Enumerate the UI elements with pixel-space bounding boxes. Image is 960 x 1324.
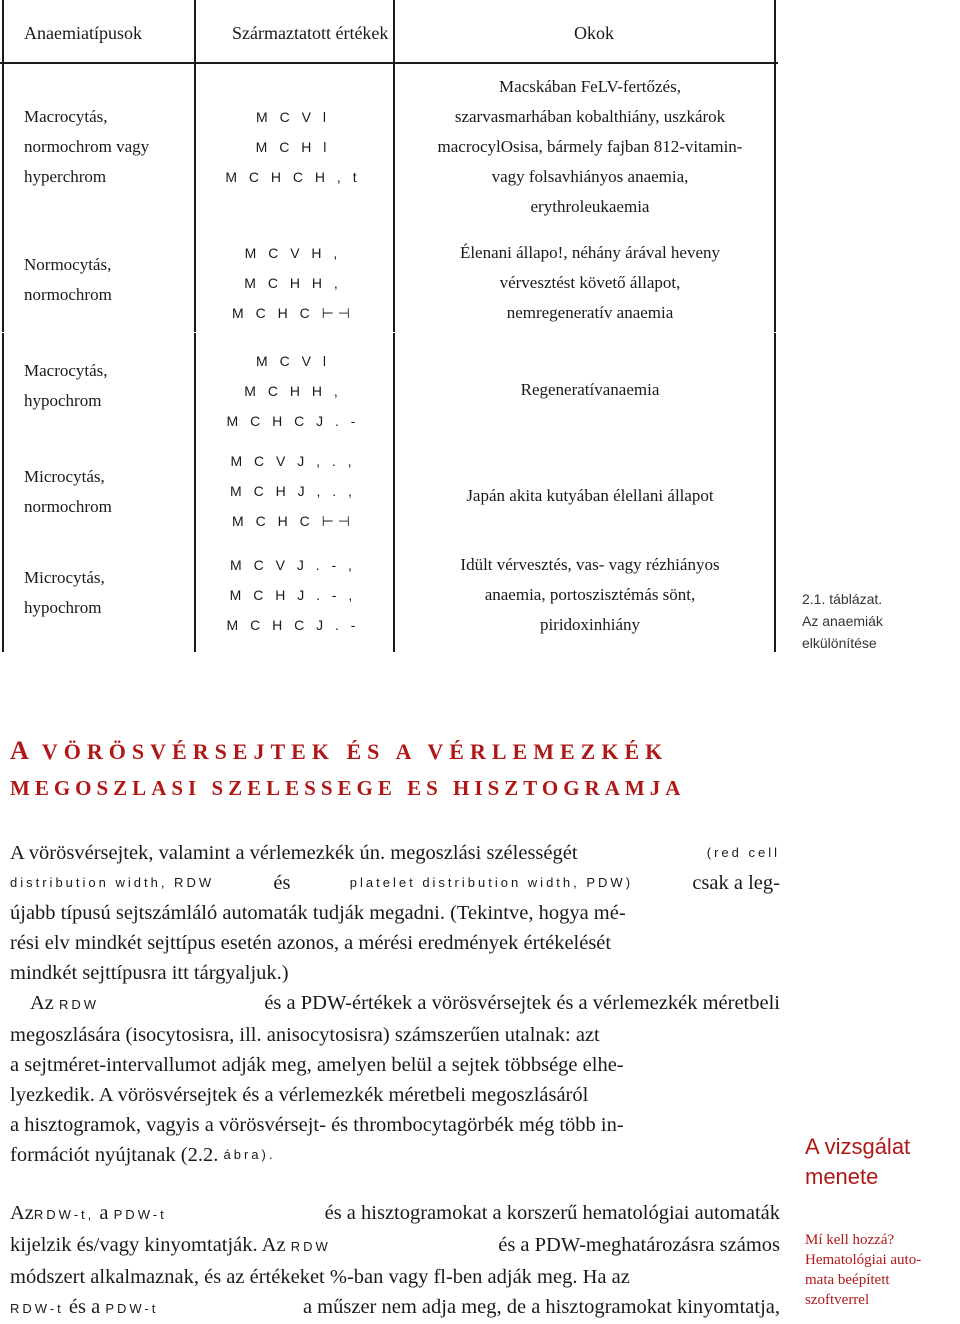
cell-text: M C V l: [256, 353, 330, 369]
row-gap: [0, 332, 778, 333]
sidebar-notes: [805, 1230, 957, 1310]
table-row-values: [218, 102, 368, 192]
heading-initial: A: [10, 736, 31, 765]
cell-text: M C H J . - ,: [229, 587, 357, 603]
text-line: módszert alkalmaznak, és az értékeket %-ban vagy fl-ben adják meg. Ha az: [10, 1266, 630, 1288]
text: RDW-t és a PDW-t: [10, 1296, 159, 1318]
cell-text: macrocylOsisa, bármely fajban 812-vitamin-: [437, 137, 743, 156]
paragraph: [10, 988, 780, 1170]
table-row-type: [24, 250, 112, 310]
cell-text: M C H C J . -: [226, 413, 360, 429]
table-caption: [802, 588, 952, 654]
sidebar-title-line: A vizsgálat: [805, 1134, 911, 1159]
cell-text: vérvesztést követő állapot,: [499, 273, 681, 292]
text-line: lyezkedik. A vörösvérsejtek és a vérlemezkék méretbeli megoszlásáról: [10, 1084, 589, 1106]
sidebar-note: szoftverrel: [805, 1292, 870, 1308]
cell-text: vagy folsavhiányos anaemia,: [491, 167, 689, 186]
text-line: a hisztogramok, vagyis a vörösvérsejt- és thrombocytagörbék még több in-: [10, 1114, 624, 1136]
table-rule: [194, 0, 196, 652]
cell-text: szarvasmarhában kobalthiány, uszkárok: [454, 107, 726, 126]
table-row-causes: [400, 238, 780, 328]
cell-text: M C V l: [256, 109, 330, 125]
section-heading: [10, 736, 800, 801]
text: a műszer nem adja meg, de a hisztogramokat kinyomtatja,: [302, 1296, 780, 1318]
sidebar-note: Mí kell hozzá?: [805, 1232, 895, 1248]
text-line: [10, 838, 780, 868]
text-line: [10, 868, 780, 898]
text-line: [10, 1198, 780, 1230]
table-row-type: [24, 102, 149, 192]
cell-text: M C V J , . ,: [230, 453, 356, 469]
table-row-type: [24, 563, 105, 623]
text-line: [10, 1292, 780, 1324]
heading-text: VÖRÖSVÉRSEJTEK ÉS A VÉRLEMEZKÉK: [41, 739, 669, 764]
cell-text: hypochrom: [24, 391, 102, 410]
cell-text: normochrom: [24, 497, 112, 516]
text-line: [10, 1140, 780, 1170]
anaemia-table: [0, 0, 778, 652]
caption-line: Az anaemiák: [802, 613, 883, 629]
cell-text: M C H C ⊢⊣: [232, 305, 354, 321]
paragraph: [10, 838, 780, 988]
text-line: a sejtméret-intervallumot adják meg, amelyen belül a sejtek többsége elhe-: [10, 1054, 624, 1076]
text-line: megoszlására (isocytosisra, ill. anisocytosisra) számszerűen utalnak: azt: [10, 1024, 600, 1046]
text: A vörösvérsejtek, valamint a vérlemezkék ún. megoszlási szélességét: [10, 842, 578, 864]
header-values: Származtatott értékek: [232, 23, 389, 43]
cell-text: normochrom: [24, 285, 112, 304]
table-row-values: [218, 550, 368, 640]
text: és a hisztogramokat a korszerű hematológiai automaták: [324, 1202, 780, 1224]
cell-text: M C H J , . ,: [230, 483, 356, 499]
heading-line-2: MEGOSZLASI SZELESSEGE ES HISZTOGRAMJA: [10, 776, 686, 800]
text-line: rési elv mindkét sejttípus esetén azonos, a mérési eredmények értékelését: [10, 932, 612, 954]
cell-text: M C H H ,: [244, 275, 342, 291]
cell-text: Idült vérvesztés, vas- vagy rézhiányos: [460, 555, 720, 574]
cell-text: Macskában FeLV-fertőzés,: [499, 77, 681, 96]
body-text: [10, 838, 780, 1324]
table-rule: [393, 0, 395, 652]
table-row-causes: [400, 550, 780, 640]
text: AzRDW-t, a PDW-t: [10, 1202, 167, 1224]
text: platelet distribution width, PDW): [349, 875, 634, 890]
text: és a PDW-meghatározásra számos: [498, 1234, 780, 1256]
cell-text: anaemia, portoszisztémás sönt,: [484, 585, 696, 604]
text-line: újabb típusú sejtszámláló automaták tudják megadni. (Tekintve, hogya mé-: [10, 902, 626, 924]
text-line: [10, 1230, 780, 1262]
text: formációt nyújtanak (2.2.: [10, 1144, 219, 1166]
caption-line: 2.1. táblázat.: [802, 591, 883, 607]
cell-text: piridoxinhiány: [539, 615, 641, 634]
cell-text: M C V J . - ,: [230, 557, 356, 573]
text-line: mindkét sejttípusra itt tárgyaljuk.): [10, 962, 289, 984]
text: és: [273, 872, 291, 894]
cell-text: M C H C J . -: [226, 617, 360, 633]
text: kijelzik és/vagy kinyomtatják. Az RDW: [10, 1234, 331, 1256]
table-row-type: [24, 462, 112, 522]
cell-text: nemregeneratív anaemia: [506, 303, 674, 322]
table-row-values: [218, 446, 368, 536]
sidebar-note: Hematológiai auto-: [805, 1252, 922, 1268]
table-rule: [0, 62, 778, 64]
table-row-causes: [400, 72, 780, 222]
cell-text: M C H C ⊢⊣: [232, 513, 354, 529]
cell-text: Microcytás,: [24, 568, 105, 587]
cell-text: hyperchrom: [24, 167, 107, 186]
sidebar-note: mata beépített: [805, 1272, 890, 1288]
sidebar-title-line: menete: [805, 1164, 879, 1189]
header-type: Anaemiatípusok: [24, 23, 142, 43]
cell-text: M C H H ,: [244, 383, 342, 399]
cell-text: hypochrom: [24, 598, 102, 617]
cell-text: Élenani állapo!, néhány árával heveny: [459, 243, 721, 262]
text: distribution width, RDW: [10, 875, 215, 890]
table-row-values: [218, 238, 368, 328]
cell-text: M C H C H , t: [225, 169, 361, 185]
cell-text: M C H l: [255, 139, 331, 155]
cell-text: Microcytás,: [24, 467, 105, 486]
cell-text: Regeneratívanaemia: [520, 380, 660, 399]
heading-line-1: [10, 736, 800, 766]
table-row-causes: [400, 481, 780, 511]
header-causes: Okok: [574, 23, 614, 43]
text-line: [10, 988, 780, 1020]
table-row-type: [24, 356, 108, 416]
cell-text: Japán akita kutyában élellani állapot: [466, 486, 714, 505]
cell-text: normochrom vagy: [24, 137, 150, 156]
cell-text: erythroleukaemia: [530, 197, 650, 216]
sidebar-title: [805, 1132, 955, 1192]
cell-text: Macrocytás,: [24, 107, 108, 126]
table-rule: [2, 0, 4, 652]
text: (red cell: [706, 845, 780, 860]
table-row-values: [218, 346, 368, 436]
text: ábra).: [223, 1147, 276, 1162]
cell-text: M C V H ,: [244, 245, 342, 261]
text: Az RDW: [30, 992, 100, 1014]
cell-text: Normocytás,: [24, 255, 112, 274]
text: és a PDW-értékek a vörösvérsejtek és a vérlemezkék méretbeli: [264, 992, 780, 1014]
cell-text: Macrocytás,: [24, 361, 108, 380]
paragraph: [10, 1198, 780, 1324]
caption-line: elkülönítése: [802, 635, 877, 651]
table-row-causes: [400, 375, 780, 405]
text: csak a leg-: [692, 872, 780, 894]
